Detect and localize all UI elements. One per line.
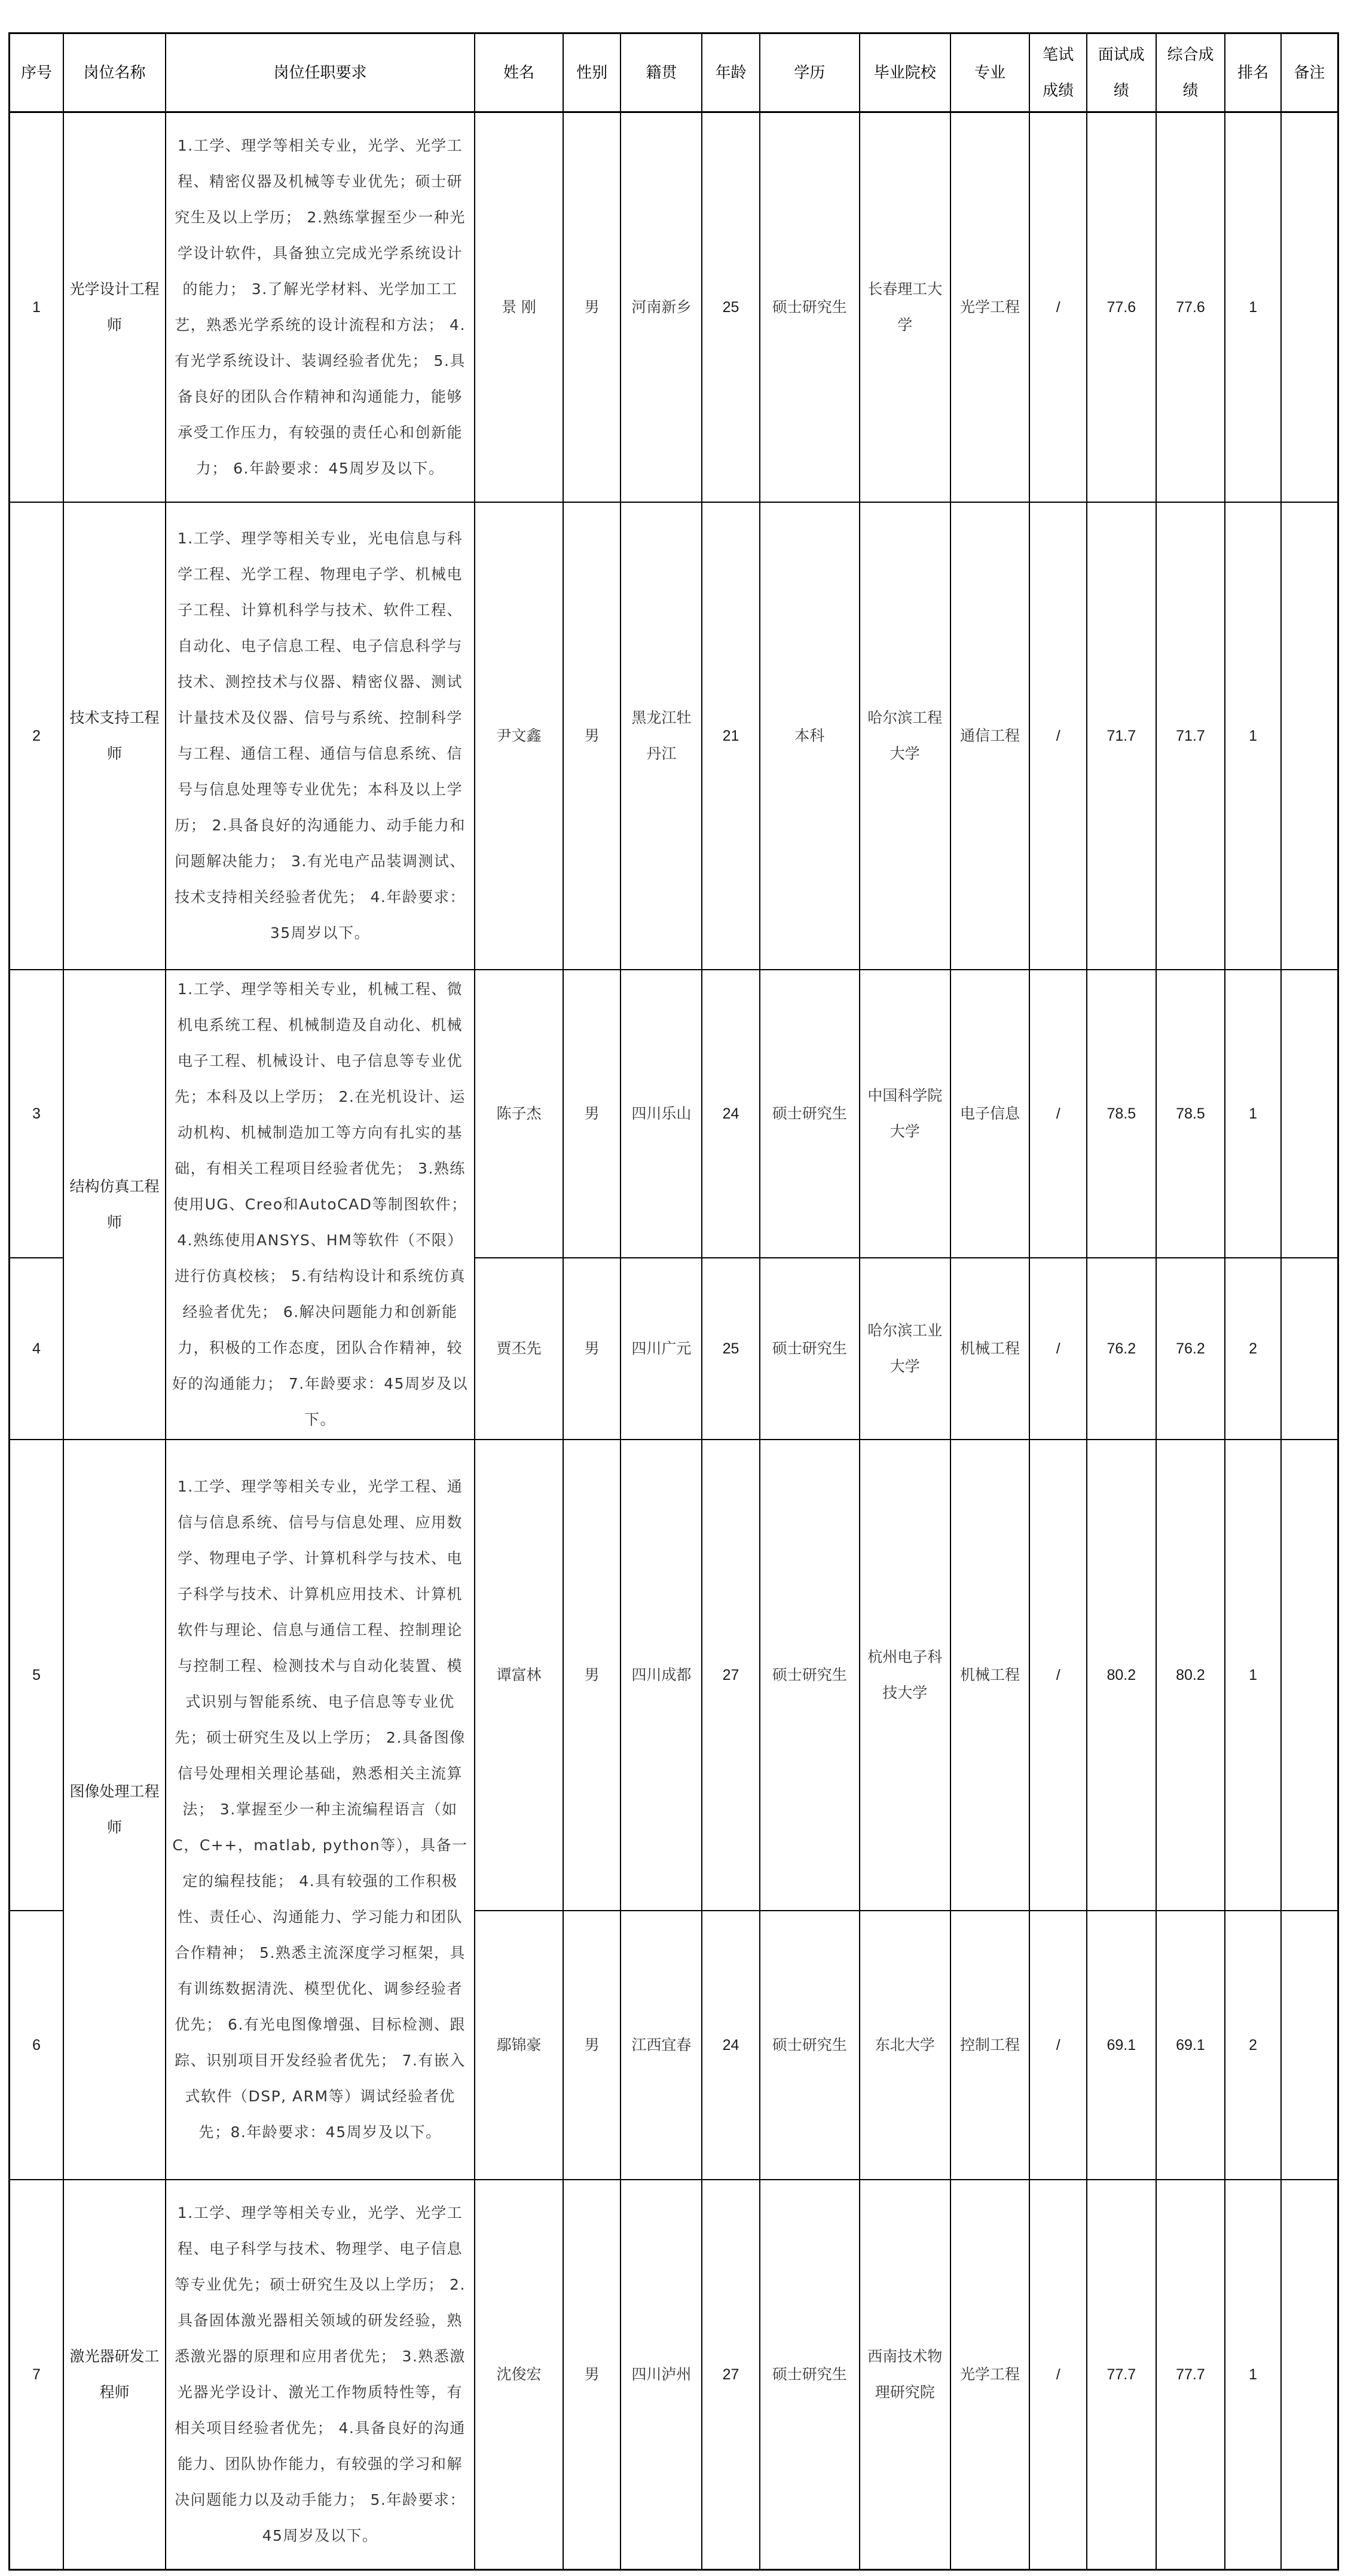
cell-major: 机械工程 bbox=[950, 1258, 1030, 1440]
cell-note bbox=[1281, 1258, 1338, 1440]
cell-origin: 四川乐山 bbox=[621, 970, 702, 1258]
cell-requirements: 1.工学、理学等相关专业，光电信息与科学工程、光学工程、物理电子学、机械电子工程、计算机科学与技术、软件工程、自动化、电子信息工程、电子信息科学与技术、测控技术与仪器、精密仪器、测试计量技术及仪器、信号与系统、控制科学与工程、通信工程、通信与信息系统、信号与信息处理等专业优先；本科及以上学历； 2.具备良好的沟通能力、动手能力和问题解决能力； 3.有光电产品装调测试、技术支持相关经验者优先； 4.年龄要求：35周岁以下。 bbox=[166, 502, 475, 970]
header-total-score: 综合成绩 bbox=[1156, 33, 1225, 112]
cell-rank: 2 bbox=[1225, 1258, 1281, 1440]
header-note: 备注 bbox=[1281, 33, 1338, 112]
cell-written-score: / bbox=[1029, 502, 1087, 970]
cell-interview-score: 80.2 bbox=[1087, 1440, 1156, 1911]
cell-age: 21 bbox=[702, 502, 760, 970]
cell-degree: 硕士研究生 bbox=[760, 970, 860, 1258]
cell-no: 4 bbox=[10, 1258, 64, 1440]
cell-degree: 硕士研究生 bbox=[760, 112, 860, 502]
cell-origin: 四川广元 bbox=[621, 1258, 702, 1440]
cell-written-score: / bbox=[1029, 1440, 1087, 1911]
cell-origin: 江西宜春 bbox=[621, 1911, 702, 2180]
cell-gender: 男 bbox=[563, 1440, 621, 1911]
header-gender: 性别 bbox=[563, 33, 621, 112]
cell-position: 激光器研发工程师 bbox=[63, 2180, 166, 2570]
cell-written-score: / bbox=[1029, 112, 1087, 502]
cell-name: 尹文鑫 bbox=[475, 502, 563, 970]
header-major: 专业 bbox=[950, 33, 1030, 112]
cell-written-score: / bbox=[1029, 2180, 1087, 2570]
cell-note bbox=[1281, 1440, 1338, 1911]
cell-origin: 四川成都 bbox=[621, 1440, 702, 1911]
cell-interview-score: 77.6 bbox=[1087, 112, 1156, 502]
cell-origin: 四川泸州 bbox=[621, 2180, 702, 2570]
cell-note bbox=[1281, 502, 1338, 970]
cell-no: 5 bbox=[10, 1440, 64, 1911]
cell-rank: 1 bbox=[1225, 970, 1281, 1258]
cell-major: 光学工程 bbox=[950, 2180, 1030, 2570]
table-row bbox=[10, 2180, 1338, 2570]
cell-total-score: 69.1 bbox=[1156, 1911, 1225, 2180]
cell-degree: 硕士研究生 bbox=[760, 1258, 860, 1440]
cell-rank: 2 bbox=[1225, 1911, 1281, 2180]
cell-note bbox=[1281, 1911, 1338, 2180]
header-school: 毕业院校 bbox=[860, 33, 950, 112]
cell-gender: 男 bbox=[563, 1258, 621, 1440]
cell-rank: 1 bbox=[1225, 1440, 1281, 1911]
cell-major: 机械工程 bbox=[950, 1440, 1030, 1911]
cell-position: 图像处理工程师 bbox=[63, 1440, 166, 2180]
cell-position: 光学设计工程师 bbox=[63, 112, 166, 502]
cell-rank: 1 bbox=[1225, 2180, 1281, 2570]
header-rank: 排名 bbox=[1225, 33, 1281, 112]
cell-requirements: 1.工学、理学等相关专业，机械工程、微机电系统工程、机械制造及自动化、机械电子工程、机械设计、电子信息等专业优先；本科及以上学历； 2.在光机设计、运动机构、机械制造加工等方向有扎实的基础，有相关工程项目经验者优先； 3.熟练使用UG、Creo和AutoCAD等制图软件； 4.熟练使用ANSYS、HM等软件（不限）进行仿真校核； 5.有结构设计和系统仿真经验者优先； 6.解决问题能力和创新能力，积极的工作态度，团队合作精神，较好的沟通能力； 7.年龄要求：45周岁及以下。 bbox=[166, 970, 475, 1440]
cell-age: 24 bbox=[702, 1911, 760, 2180]
cell-interview-score: 69.1 bbox=[1087, 1911, 1156, 2180]
cell-name: 鄢锦豪 bbox=[475, 1911, 563, 2180]
cell-interview-score: 77.7 bbox=[1087, 2180, 1156, 2570]
cell-total-score: 71.7 bbox=[1156, 502, 1225, 970]
cell-age: 25 bbox=[702, 112, 760, 502]
cell-degree: 硕士研究生 bbox=[760, 2180, 860, 2570]
cell-written-score: / bbox=[1029, 1258, 1087, 1440]
cell-degree: 硕士研究生 bbox=[760, 1440, 860, 1911]
cell-requirements: 1.工学、理学等相关专业，光学工程、通信与信息系统、信号与信息处理、应用数学、物理电子学、计算机科学与技术、电子科学与技术、计算机应用技术、计算机软件与理论、信息与通信工程、控制理论与控制工程、检测技术与自动化装置、模式识别与智能系统、电子信息等专业优先；硕士研究生及以上学历； 2.具备图像信号处理相关理论基础，熟悉相关主流算法； 3.掌握至少一种主流编程语言（如C，C++，matlab, python等），具备一定的编程技能； 4.具有较强的工作积极性、责任心、沟通能力、学习能力和团队合作精神； 5.熟悉主流深度学习框架，具有训练数据清洗、模型优化、调参经验者优先； 6.有光电图像增强、目标检测、跟踪、识别项目开发经验者优先； 7.有嵌入式软件（DSP, ARM等）调试经验者优先；8.年龄要求：45周岁及以下。 bbox=[166, 1440, 475, 2180]
cell-interview-score: 76.2 bbox=[1087, 1258, 1156, 1440]
header-no: 序号 bbox=[10, 33, 64, 112]
cell-interview-score: 71.7 bbox=[1087, 502, 1156, 970]
cell-total-score: 78.5 bbox=[1156, 970, 1225, 1258]
cell-name: 景 刚 bbox=[475, 112, 563, 502]
cell-written-score: / bbox=[1029, 970, 1087, 1258]
cell-gender: 男 bbox=[563, 2180, 621, 2570]
cell-total-score: 77.7 bbox=[1156, 2180, 1225, 2570]
cell-requirements: 1.工学、理学等相关专业，光学、光学工程、电子科学与技术、物理学、电子信息等专业优先；硕士研究生及以上学历； 2.具备固体激光器相关领域的研发经验，熟悉激光器的原理和应用者优先； 3.熟悉激光器光学设计、激光工作物质特性等，有相关项目经验者优先； 4.具备良好的沟通能力、团队协作能力，有较强的学习和解决问题能力以及动手能力； 5.年龄要求：45周岁及以下。 bbox=[166, 2180, 475, 2570]
cell-no: 1 bbox=[10, 112, 64, 502]
cell-school: 西南技术物理研究院 bbox=[860, 2180, 950, 2570]
table-row bbox=[10, 970, 1338, 1258]
header-name: 姓名 bbox=[475, 33, 563, 112]
cell-interview-score: 78.5 bbox=[1087, 970, 1156, 1258]
header-requirements: 岗位任职要求 bbox=[166, 33, 475, 112]
cell-gender: 男 bbox=[563, 112, 621, 502]
cell-school: 杭州电子科技大学 bbox=[860, 1440, 950, 1911]
cell-no: 7 bbox=[10, 2180, 64, 2570]
table-row bbox=[10, 1440, 1338, 1911]
header-age: 年龄 bbox=[702, 33, 760, 112]
cell-total-score: 80.2 bbox=[1156, 1440, 1225, 1911]
cell-gender: 男 bbox=[563, 970, 621, 1258]
cell-degree: 硕士研究生 bbox=[760, 1911, 860, 2180]
cell-major: 电子信息 bbox=[950, 970, 1030, 1258]
cell-rank: 1 bbox=[1225, 502, 1281, 970]
cell-name: 陈子杰 bbox=[475, 970, 563, 1258]
cell-age: 24 bbox=[702, 970, 760, 1258]
header-row bbox=[10, 33, 1338, 112]
table-row bbox=[10, 502, 1338, 970]
candidate-results-table bbox=[8, 32, 1339, 2571]
cell-rank: 1 bbox=[1225, 112, 1281, 502]
cell-no: 2 bbox=[10, 502, 64, 970]
cell-name: 沈俊宏 bbox=[475, 2180, 563, 2570]
cell-gender: 男 bbox=[563, 502, 621, 970]
cell-gender: 男 bbox=[563, 1911, 621, 2180]
cell-degree: 本科 bbox=[760, 502, 860, 970]
cell-total-score: 77.6 bbox=[1156, 112, 1225, 502]
cell-origin: 河南新乡 bbox=[621, 112, 702, 502]
header-position: 岗位名称 bbox=[63, 33, 166, 112]
cell-age: 25 bbox=[702, 1258, 760, 1440]
cell-requirements: 1.工学、理学等相关专业，光学、光学工程、精密仪器及机械等专业优先；硕士研究生及以上学历； 2.熟练掌握至少一种光学设计软件，具备独立完成光学系统设计的能力； 3.了解光学材料、光学加工工艺，熟悉光学系统的设计流程和方法； 4.有光学系统设计、装调经验者优先； 5.具备良好的团队合作精神和沟通能力，能够承受工作压力，有较强的责任心和创新能力； 6.年龄要求：45周岁及以下。 bbox=[166, 112, 475, 502]
cell-school: 哈尔滨工业大学 bbox=[860, 1258, 950, 1440]
cell-school: 中国科学院大学 bbox=[860, 970, 950, 1258]
header-degree: 学历 bbox=[760, 33, 860, 112]
cell-no: 6 bbox=[10, 1911, 64, 2180]
cell-name: 谭富林 bbox=[475, 1440, 563, 1911]
cell-major: 通信工程 bbox=[950, 502, 1030, 970]
cell-origin: 黑龙江牡丹江 bbox=[621, 502, 702, 970]
cell-note bbox=[1281, 112, 1338, 502]
cell-position: 技术支持工程师 bbox=[63, 502, 166, 970]
cell-major: 控制工程 bbox=[950, 1911, 1030, 2180]
header-written-score: 笔试成绩 bbox=[1029, 33, 1087, 112]
cell-note bbox=[1281, 970, 1338, 1258]
cell-age: 27 bbox=[702, 2180, 760, 2570]
cell-position: 结构仿真工程师 bbox=[63, 970, 166, 1440]
cell-school: 长春理工大学 bbox=[860, 112, 950, 502]
cell-no: 3 bbox=[10, 970, 64, 1258]
table-row bbox=[10, 112, 1338, 502]
cell-school: 东北大学 bbox=[860, 1911, 950, 2180]
header-interview-score: 面试成绩 bbox=[1087, 33, 1156, 112]
header-origin: 籍贯 bbox=[621, 33, 702, 112]
cell-major: 光学工程 bbox=[950, 112, 1030, 502]
cell-age: 27 bbox=[702, 1440, 760, 1911]
cell-written-score: / bbox=[1029, 1911, 1087, 2180]
cell-note bbox=[1281, 2180, 1338, 2570]
cell-school: 哈尔滨工程大学 bbox=[860, 502, 950, 970]
cell-name: 贾丕先 bbox=[475, 1258, 563, 1440]
cell-total-score: 76.2 bbox=[1156, 1258, 1225, 1440]
